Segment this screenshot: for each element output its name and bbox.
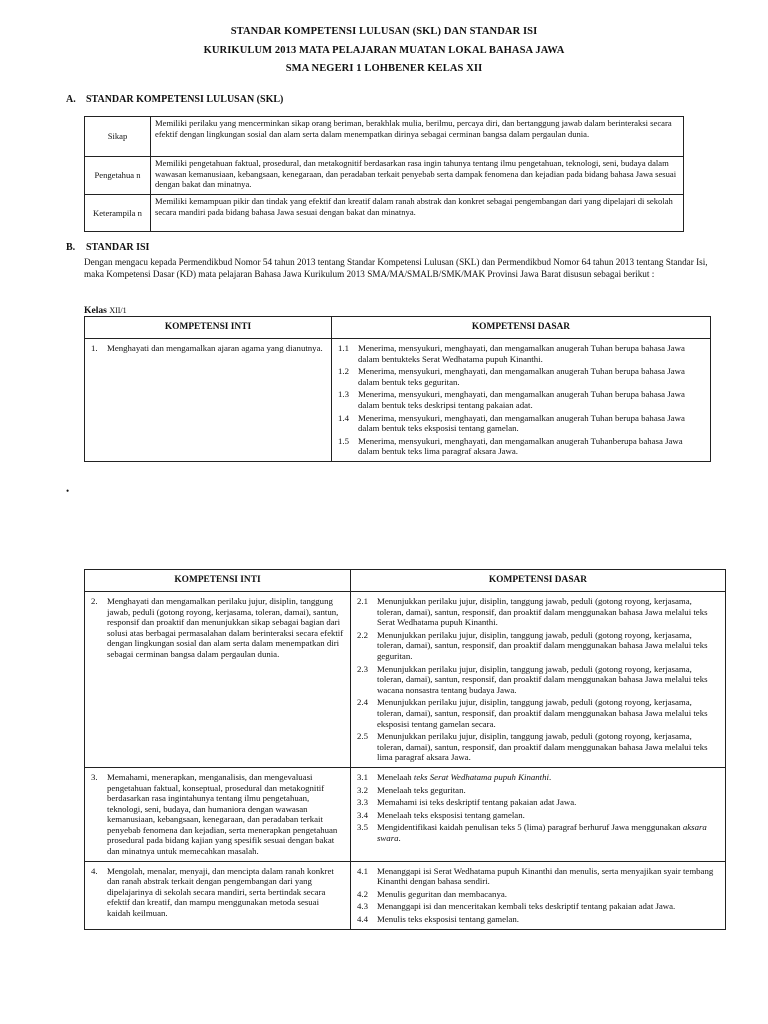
kd-item: 3.1 Menelaah teks Serat Wedhatama pupuh Kinanthi. [357,771,552,782]
kd-item: 3.3 Memahami isi teks deskriptif tentang pakaian adat Jawa. [357,797,577,808]
skl-row-pengetahuan [85,157,684,195]
header-kompetensi-inti: KOMPETENSI INTI [85,317,332,339]
ki-cell [85,339,332,462]
kd-table-header [85,317,711,339]
header-kompetensi-inti: KOMPETENSI INTI [85,570,351,592]
kd-table-1 [84,316,711,462]
kd-item: 1.2 Menerima, mensyukuri, menghayati, dan mengamalkan anugerah Tuhan berupa bahasa Jawa dalam bentuk teks geguritan. [338,366,685,387]
ki-cell [85,861,351,929]
skl-value: Memiliki pengetahuan faktual, prosedural, dan metakognitif berdasarkan rasa ingin tahunya tentang ilmu pengetahuan, teknologi, seni, budaya dalam wawasan kemanusiaan, kebangsaan, kenegaraan, dan peradaban terkait penyebab serta dampak fenomena dan kejadian pada bidang bahasa Jawa sesuai dengan bakat dan minatnya. [151,157,684,195]
skl-value: Memiliki perilaku yang mencerminkan sikap orang beriman, berakhlak mulia, berilmu, percaya diri, dan bertanggung jawab dalam berinteraksi secara efektif dengan lingkungan sosial dan alam serta dalam menempatkan dirinya sebagai cerminan bangsa dalam pergaulan dunia. [151,117,684,157]
skl-table [84,116,684,232]
section-b-title: STANDAR ISI [86,242,150,253]
skl-row-keterampilan [85,195,684,232]
doc-title-line-1: STANDAR KOMPETENSI LULUSAN (SKL) DAN STANDAR ISI [230,26,538,37]
kd-item: 2.4 Menunjukkan perilaku jujur, disiplin, tanggung jawab, peduli (gotong royong, kerjasama, toleran, damai), santun, responsif, dan proaktif dalam menggunakan bahasa Jawa melalui teks eksposisi tentang gamelan secara. [357,697,708,729]
skl-key: Sikap [85,117,151,157]
kd-item: 4.4 Menulis teks eksposisi tentang gamelan. [357,914,519,925]
ki-row-4 [85,861,726,929]
doc-title-line-3: SMA NEGERI 1 LOHBENER KELAS XII [285,63,483,74]
kd-cell [351,861,726,929]
kelas-value: XII/1 [109,306,127,315]
kelas-label-text: Kelas [84,305,107,316]
stray-bullet: • [66,486,70,496]
kd-item: 2.2 Menunjukkan perilaku jujur, disiplin, tanggung jawab, peduli (gotong royong, kerjasama, toleran, damai), santun, responsif, dan proaktif dalam menggunakan bahasa Jawa melalui teks geguritan. [357,629,708,661]
header-kompetensi-dasar: KOMPETENSI DASAR [351,570,726,592]
ki-item: 4. Mengolah, menalar, menyaji, dan mencipta dalam ranah konkret dan ranah abstrak terkait dengan pengembangan dari yang dipelajarinya di sekolah secara mandiri, serta bertindak secara efektif dan kreatif, dan mampu menggunakan metoda sesuai kaidah keilmuan. [91,865,334,919]
section-a-number: A. [66,94,76,105]
skl-key: Pengetahua n [85,157,151,195]
section-a-title: STANDAR KOMPETENSI LULUSAN (SKL) [86,94,284,105]
kd-item: 1.5 Menerima, mensyukuri, menghayati, dan mengamalkan anugerah Tuhanberupa bahasa Jawa dalam bentuk teks lima paragraf aksara Jawa. [338,435,683,457]
skl-row-sikap [85,117,684,157]
kd-cell [351,767,726,861]
kd-item: 2.5 Menunjukkan perilaku jujur, disiplin, tanggung jawab, peduli (gotong royong, kerjasama, toleran, damai), santun, responsif, dan proaktif dalam menggunakan bahasa Jawa melalui teks lima paragraf aksara Jawa. [357,731,708,763]
kd-item: 2.1 Menunjukkan perilaku jujur, disiplin, tanggung jawab, peduli (gotong royong, kerjasama, toleran, damai), santun, responsif, dan proaktif dalam menggunakan bahasa Jawa melalui teks Serat Wedhatama pupuh Kinanthi. [357,596,708,628]
section-b-heading [66,242,149,253]
doc-title-line-2: KURIKULUM 2013 MATA PELAJARAN MUATAN LOKAL BAHASA JAWA [203,45,565,56]
kd-item: 1.4 Menerima, mensyukuri, menghayati, dan mengamalkan anugerah Tuhan berupa bahasa Jawa dalam bentuk teks eksposisi tentang gamelan. [338,412,685,434]
kd-cell [332,339,711,462]
header-kompetensi-dasar: KOMPETENSI DASAR [332,317,711,339]
kd-item: 1.1 Menerima, mensyukuri, menghayati, dan mengamalkan anugerah Tuhan berupa bahasa Jawa dalam bentukteks Serat Wedhatama pupuh Kinanthi. [338,343,685,364]
kelas-label [84,305,127,316]
kd-table-header [85,570,726,592]
kd-cell [351,592,726,768]
kd-item: 3.2 Menelaah teks geguritan. [357,784,466,795]
section-b-intro: Dengan mengacu kepada Permendikbud Nomor 54 tahun 2013 tentang Standar Kompetensi Lulusan (SKL) dan Permendikbud Nomor 64 tahun 2013 tentang Standar Isi, maka Kompetensi Dasar (KD) mata pelajaran Bahasa Jawa Kurikulum 2013 SMA/MA/SMALB/SMK/MAK Provinsi Jawa Barat disusun sebagai berikut : [84,257,708,279]
kd-item: 4.1 Menanggapi isi Serat Wedhatama pupuh Kinanthi dan menulis, serta menyajikan syair tembang Kinanthi dengan bahasa sendiri. [357,865,714,887]
ki-item: 1. Menghayati dan mengamalkan ajaran agama yang dianutnya. [91,343,323,353]
skl-value: Memiliki kemampuan pikir dan tindak yang efektif dan kreatif dalam ranah abstrak dan konkret sebagai pengembangan dari yang dipelajari di sekolah secara mandiri pada bidang bahasa Jawa sesuai dengan bakat dan minatnya. [151,195,684,232]
ki-row-1 [85,339,711,462]
kd-item: 4.2 Menulis geguritan dan membacanya. [357,888,507,899]
ki-row-3 [85,767,726,861]
skl-key: Keterampila n [85,195,151,232]
ki-row-2 [85,592,726,768]
kd-item: 2.3 Menunjukkan perilaku jujur, disiplin, tanggung jawab, peduli (gotong royong, kerjasama, toleran, damai), santun, responsif, dan proaktif dalam menggunakan bahasa Jawa melalui teks wacana nonsastra tentang budaya Jawa. [357,663,708,695]
kd-item: 3.4 Menelaah teks eksposisi tentang gamelan. [357,809,525,820]
ki-cell [85,592,351,768]
kd-item: 3.5 Mengidentifikasi kaidah penulisan teks 5 (lima) paragraf berhuruf Jawa menggunakan aksara swara. [357,822,707,843]
section-a-heading [66,94,283,105]
ki-item: 2. Menghayati dan mengamalkan perilaku jujur, disiplin, tanggung jawab, peduli (gotong royong, kerjasama, toleran, damai), santun, responsif dan proaktif dan menunjukkan sikap sebagai bagian dari solusi atas berbagai permasalahan dalam berinteraksi secara efektif dengan lingkungan sosial dan alam serta dalam menempatkan diri sebagai cerminan bangsa dalam pergaulan dunia. [91,596,344,659]
kd-item: 4.3 Menanggapi isi dan menceritakan kembali teks deskriptif tentang pakaian adat Jawa. [357,901,676,912]
kd-item: 1.3 Menerima, mensyukuri, menghayati, dan mengamalkan anugerah Tuhan berupa bahasa Jawa dalam bentuk teks deskripsi tentang pakaian adat. [338,389,685,410]
ki-cell [85,767,351,861]
ki-item: 3. Memahami, menerapkan, menganalisis, dan mengevaluasi pengetahuan faktual, konseptual, prosedural dan metakognitif berdasarkan rasa ingintahunya tentang ilmu pengetahuan, teknologi, seni, budaya, dan humaniora dengan wawasan kemanusiaan, kebangsaan, kenegaraan, dan peradaban terkait penyebab fenomena dan kejadian, serta menerapkan pengetahuan prosedural pada bidang kajian yang spesifik sesuai dengan bakat dan minatnya untuk memecahkan masalah. [91,771,338,857]
kd-table-2 [84,569,726,930]
section-b-number: B. [66,242,76,253]
